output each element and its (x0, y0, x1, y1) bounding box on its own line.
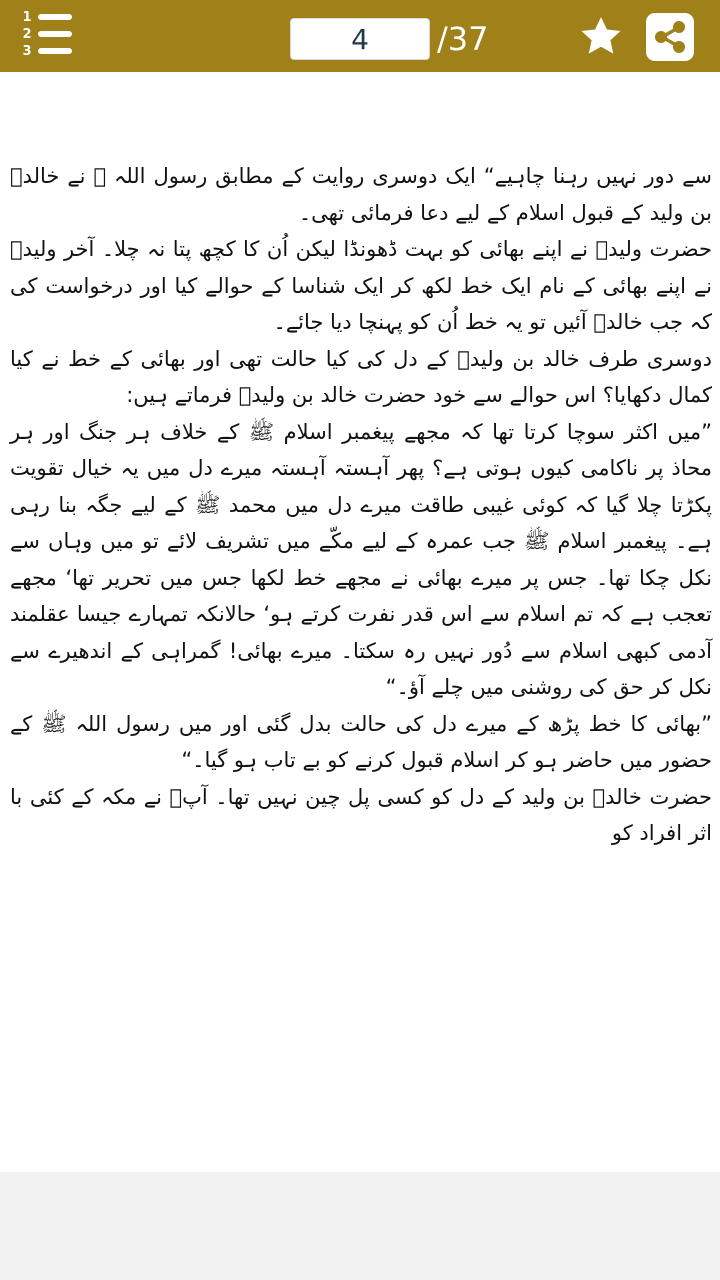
paragraph: سے دور نہیں رہنا چاہیے“ ایک دوسری روایت کے مطابق رسول اللہ ﷺ نے خالدؓ بن ولید کے قبول اسلام کے لیے دعا فرمائی تھی۔ (10, 164, 712, 225)
share-icon (646, 13, 694, 61)
list-number: 1 (22, 10, 32, 25)
paragraph: ”بھائی کا خط پڑھ کے میرے دل کی حالت بدل گئی اور میں رسول اللہ ﷺ کے حضور میں حاضر ہو کر اسلام قبول کرنے کو بے تاب ہو گیا۔“ (10, 711, 712, 772)
page-number-input[interactable] (290, 18, 430, 60)
list-number: 2 (22, 27, 32, 42)
chapter-list-button[interactable] (14, 8, 76, 64)
list-line (38, 14, 72, 20)
favorite-button[interactable] (578, 14, 624, 60)
paragraph: حضرت ولیدؓ نے اپنے بھائی کو بہت ڈھونڈا لیکن اُن کا کچھ پتا نہ چلا۔ آخر ولیدؓ نے اپنے بھائی کے نام ایک خط لکھ کر ایک شناسا کے حوالے کیا اور درخواست کی کہ جب خالدؓ آئیں تو یہ خط اُن کو پہنچا دیا جائے۔ (10, 237, 712, 334)
paragraph: ”میں اکثر سوچا کرتا تھا کہ مجھے پیغمبر اسلام ﷺ کے خلاف ہر جنگ اور ہر محاذ پر ناکامی کیوں ہوتی ہے؟ پھر آہستہ آہستہ میرے دل میں یہ خیال تقویت پکڑتا چلا گیا کہ کوئی غیبی طاقت میرے دل میں محمد ﷺ کے لیے جگہ بنا رہی ہے۔ پیغمبر اسلام ﷺ جب عمرہ کے لیے مکّے میں تشریف لائے تو میں وہاں سے نکل چکا تھا۔ جس پر میرے بھائی نے مجھے خط لکھا جس میں تحریر تھا‘ مجھے تعجب ہے کہ تم اسلام سے اس قدر نفرت کرتے ہو‘ حالانکہ تمہارے جیسا عقلمند آدمی کبھی اسلام سے دُور نہیں رہ سکتا۔ میرے بھائی! گمراہی کے اندھیرے سے نکل کر حق کی روشنی میں چلے آؤ۔“ (10, 419, 712, 699)
bottom-blank-area (0, 1172, 720, 1280)
list-line (38, 31, 72, 37)
list-number: 3 (22, 44, 32, 59)
book-page[interactable] (0, 72, 720, 1172)
star-icon (578, 14, 624, 60)
share-button[interactable] (646, 13, 694, 61)
page-total: /37 (437, 20, 489, 58)
paragraph: حضرت خالدؓ بن ولید کے دل کو کسی پل چین نہیں تھا۔ آپؓ نے مکہ کے کئی با اثر افراد کو (10, 784, 712, 845)
page-text (10, 158, 712, 852)
paragraph: دوسری طرف خالد بن ولیدؓ کے دل کی کیا حالت تھی اور بھائی کے خط نے کیا کمال دکھایا؟ اس حوالے سے خود حضرت خالد بن ولیدؓ فرماتے ہیں: (10, 346, 712, 407)
list-line (38, 48, 72, 54)
top-toolbar (0, 0, 720, 72)
